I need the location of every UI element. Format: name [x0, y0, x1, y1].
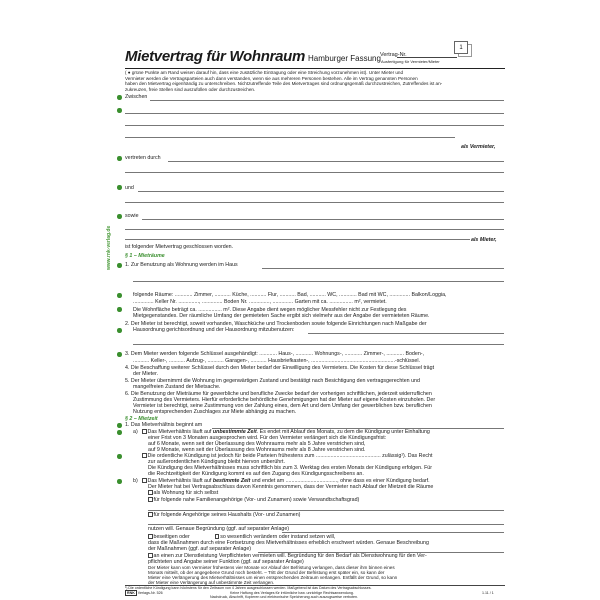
option-b-line-9: der Maßnahmen (ggf. auf separater Anlage)	[148, 546, 252, 552]
justification-field[interactable]	[282, 532, 504, 533]
remove-checkbox[interactable]	[148, 534, 153, 539]
house-address-field[interactable]	[262, 268, 504, 269]
publisher-logo: RNK	[127, 591, 135, 595]
und-label: und	[125, 185, 134, 191]
shared-facilities-line-2-field[interactable]	[133, 344, 504, 345]
household-use-text: für folgende Angehörige seines Haushalts (Vor- und Zunamen)	[153, 512, 301, 518]
fill-marker-dot	[117, 214, 122, 219]
landlord-line-4-field[interactable]	[125, 137, 455, 138]
s1-p6-line-2: Zustimmung des Vermieters. Hierfür erforderliche behördliche Genehmigungen hat der Mieter auf eigene Kosten einzuholen. Der	[133, 397, 436, 403]
fill-marker-dot	[117, 423, 122, 428]
rooms-line-1: folgende Räume: ............ Zimmer, ........... Küche, ........... Flur, ........... Bad, ........... WC, ............ Bad mit WC, .............. Balkon/Loggia,	[133, 292, 447, 298]
household-names-field[interactable]	[148, 524, 504, 525]
option-b-line-11: pflichteten und Angabe seiner Funktion (ggf. auf separater Anlage)	[148, 559, 304, 565]
fill-marker-dot	[117, 307, 122, 312]
represented-by-line-2-field[interactable]	[125, 172, 504, 173]
fill-marker-dot	[117, 430, 122, 435]
fill-marker-dot	[117, 352, 122, 357]
own-use-checkbox[interactable]	[148, 490, 153, 495]
contract-copy-note: Ausfertigung für Vermieter/Mieter	[381, 59, 440, 64]
landlord-line-3-field[interactable]	[125, 125, 504, 126]
fill-marker-dot	[117, 156, 122, 161]
footer-disclaimer-1: Keine Haftung des Verlages für irrtümliche bzw. unrichtige Rechtsanwendung.	[230, 591, 354, 595]
fill-marker-dot	[117, 479, 122, 484]
option-b-line-15: der Mieter eine Verlängerung auf unbestimmte Zeit verlangen.	[148, 580, 275, 585]
fill-marker-dot	[117, 293, 122, 298]
s1-p1-text: 1. Zur Benutzung als Wohnung werden im Haus	[125, 262, 238, 268]
tenant-name-field[interactable]	[138, 191, 504, 192]
rooms-line-2: .............. Keller Nr. .............., .............. Boden Nr. .............., .............. Garten mit ca. ................ m², vermietet.	[133, 299, 387, 305]
as-tenant-label: als Mieter,	[471, 237, 497, 243]
footer-version: 1.11 / 1	[482, 591, 494, 595]
footer-publisher	[125, 591, 163, 595]
unlimited-term-checkbox[interactable]	[142, 429, 147, 434]
s1-p6-line-4: Nutzung entsprechenden Zuschlages zur Miete abhängig zu machen.	[133, 409, 297, 415]
section-2-heading: § 2 – Mietzeit	[125, 416, 158, 422]
s1-p4-line-2: der Mieter.	[133, 371, 159, 377]
contract-number-field[interactable]	[397, 57, 457, 58]
contract-number-label: Vertrag-Nr.	[380, 52, 407, 58]
service-flat-checkbox[interactable]	[148, 553, 153, 558]
s1-p2-line-1: 2. Der Mieter ist berechtigt, soweit vorhanden, Waschküche und Trockenboden sowie folgende Einrichtungen nach Maßgabe der	[125, 321, 427, 327]
option-a-bold-text: unbestimmte Zeit	[212, 429, 257, 435]
s1-p6-line-1: 6. Die Benutzung der Mieträume für gewerbliche und berufliche Zwecke bedarf der vorherigen schriftlichen, jederzeit widerruflichen	[125, 391, 432, 397]
option-a-line-3: auf 6 Monate, wenn seit der Überlassung des Wohnraums mehr als 5 Jahre verstrichen sind,	[148, 441, 366, 447]
fill-marker-dot	[117, 263, 122, 268]
fill-marker-dot	[117, 454, 122, 459]
alter-text: so wesentlich verändern oder instand setzen will,	[220, 534, 336, 540]
family-use-text: für folgende nahe Familienangehörige (Vor- und Zunamen) sowie Verwandtschaftsgrad)	[153, 497, 360, 503]
s1-p3-line-1: 3. Dem Mieter werden folgende Schlüssel ausgehändigt: ............ Haus-, ............ Wohnungs-, ............ Zimmer-, ............ Boden-,	[125, 351, 425, 357]
intro-line-4: zukreuzen, freie Stellen sind auszufüllen oder durchzustreichen.	[125, 86, 256, 92]
s1-p5-line-1: 5. Der Mieter übernimmt die Wohnung im gegenwärtigen Zustand und bestätigt nach Besichtigung den vertragsgerechten und	[125, 378, 420, 384]
option-b-text: Das Mietverhältnis läuft auf	[147, 478, 212, 484]
as-landlord-label: als Vermieter,	[461, 144, 496, 150]
s1-p4-line-1: 4. Die Beschaffung weiterer Schlüssel durch den Mieter bedarf der Einwilligung des Vermieters. Die Kosten für diese Schlüssel trägt	[125, 365, 435, 371]
option-a-line-8: die Rechtzeitigkeit der Kündigung kommt es auf den Zugang des Kündigungsschreibens an.	[148, 471, 364, 477]
landlord-line-2-field[interactable]	[125, 113, 504, 114]
shared-facilities-field[interactable]	[308, 333, 504, 334]
option-b-household	[148, 512, 300, 518]
s1-p6-line-3: Vermieter ist berechtigt, seine Zustimmung von der Zahlung eines, dem Art und dem Umfang der gewerblichen bzw. beruflichen	[133, 403, 432, 409]
household-use-checkbox[interactable]	[148, 512, 153, 517]
living-area-line-1: Die Wohnfläche beträgt ca. ................ m². Diese Angabe dient wegen möglicher Messfehler nicht zur Festlegung des	[133, 307, 407, 313]
option-a-label: a)	[133, 429, 138, 435]
option-b-line-12: Der Mieter kann vom Vermieter frühestens vier Monate vor Ablauf der Befristung verlangen, dass dieser ihm binnen eines	[148, 565, 395, 570]
service-flat-text: an einen zur Dienstleistung Verpflichteten vermieten will. Begründung für den Bedarf als Dienstwohnung für den Ver-	[153, 553, 427, 559]
intro-line-1: ( ● grüne Punkte am Rand weisen darauf hin, dass eine zusätzliche Eintragung oder eine Streichung vorzunehmen ist). Unter Mieter und	[125, 70, 404, 75]
fill-marker-dot	[117, 95, 122, 100]
s1-p5-line-2: mangelfreien Zustand der Mietsache.	[133, 384, 221, 390]
section-1-heading: § 1 – Mieträume	[125, 253, 165, 259]
page-number-box: 1	[454, 41, 468, 54]
cotenant-line-2-field[interactable]	[125, 229, 504, 230]
option-a-line-4: auf 9 Monate, wenn seit der Überlassung des Wohnraums mehr als 8 Jahre verstrichen sind.	[148, 447, 366, 453]
s2-p1-text: 1. Das Mietverhältnis beginnt am	[125, 422, 203, 428]
publisher-number: Verlags-Nr. 526	[137, 591, 163, 595]
option-a-line-7: Die Kündigung des Mietverhältnisses muss schriftlich bis zum 3. Werktag des ersten Monats der Kündigung erfolgen. Für	[148, 465, 433, 471]
document-subtitle: Hamburger Fassung	[308, 54, 381, 63]
living-area-line-2: Mietgegenstandes. Der räumliche Umfang der gemieteten Sache ergibt sich vielmehr aus der Angabe der vermieteten Räume.	[133, 313, 430, 319]
s1-p3-line-2: ........... Keller-, ........... Aufzug-, ........... Garagen-, ........... Hausbriefkasten-, .........................................................-schlüssel.	[133, 358, 421, 364]
landlord-name-field[interactable]	[150, 100, 504, 101]
option-a-line-6: zur außerordentlichen Kündigung bleibt hiervon unberührt.	[148, 459, 285, 465]
footnote-text: ¹) Die ordentliche Kündigung kann höchstens für den Zeitraum von 4 Jahren ausgeschlossen werden. Maßgebend ist das Datum des Vertragsabschlusses.	[125, 586, 372, 590]
option-a-min-term-text: Die ordentliche Kündigung ist jedoch für beide Parteien frühestens zum ............................................ zulässig¹). Das Recht	[147, 453, 433, 459]
option-b-line-8: dass die Maßnahmen durch eine Fortsetzung des Mietverhältnisses erheblich erschwert würden. Genaue Beschreibung	[148, 540, 429, 546]
zwischen-label: Zwischen	[125, 94, 148, 100]
represented-by-field[interactable]	[168, 161, 504, 162]
document-title: Mietvertrag für Wohnraum	[125, 48, 306, 65]
alter-checkbox[interactable]	[215, 534, 220, 539]
header	[125, 48, 505, 70]
option-b-family	[148, 497, 359, 503]
family-use-checkbox[interactable]	[148, 497, 153, 502]
option-b-bold-text: bestimmte Zeit	[212, 478, 251, 484]
cotenant-line-3-field[interactable]	[125, 239, 470, 240]
option-a-rest-text: . Es endet mit Ablauf des Monats, zu dem die Kündigung unter Einhaltung	[256, 429, 430, 435]
title-rule	[125, 68, 505, 69]
option-a-line-2: einer Frist von 3 Monaten ausgesprochen wird. Für den Vermieter verlängert sich die Kündigungsfrist:	[148, 435, 387, 441]
fill-marker-dot	[117, 185, 122, 190]
option-b-line-14: Mieter eine Verlängerung des Mietverhältnisses um einen entsprechenden Zeitraum verlangen. Entfällt der Grund, so kann	[148, 575, 398, 580]
cotenant-name-field[interactable]	[142, 219, 504, 220]
footer-disclaimer-2: Nachdruck, Abschrift, Kopieren und elektronische Speicherung auch auszugsweise verboten.	[210, 595, 359, 599]
fixed-term-checkbox[interactable]	[142, 478, 147, 483]
option-a-text: Das Mietverhältnis läuft auf	[147, 429, 212, 435]
option-b-line-2: Der Mieter hat bei Vertragsabschluss davon Kenntnis genommen, dass der Vermieter nach Ablauf der Mietzeit die Räume	[148, 484, 434, 490]
option-b-label: b)	[133, 478, 138, 484]
intro-line-3: haben den Mietvertrag eigenhändig zu unterschreiben. Nichtzutreffende Teile des Mietvertrages sind ordnungsgemäß durchzustreichen, Zutreffendes ist an-	[125, 81, 443, 86]
publisher-website-side-text: www.rnk-verlag.de	[106, 225, 112, 270]
option-b-line-13: Monats mitteilt, ob der angegebene Grund noch besteht. – Tritt der Grund der Befristung erst später ein, so kann der	[148, 570, 385, 575]
option-b-justification: nutzen will. Genaue Begründung (ggf. auf separater Anlage)	[148, 526, 290, 532]
own-use-text: als Wohnung für sich selbst	[153, 490, 219, 496]
represented-by-label: vertreten durch	[125, 155, 161, 161]
family-names-field[interactable]	[148, 510, 504, 511]
option-b-own-use	[148, 490, 218, 496]
option-b-rest-text: und endet am ..................................., ohne dass es einer Kündigung bedarf.	[251, 478, 430, 484]
sowie-label: sowie	[125, 213, 139, 219]
fill-marker-dot	[117, 108, 122, 113]
s1-p2-line-2: Hausordnung gerichtsordnung und der Hausordnung mitzubenutzen:	[133, 327, 295, 333]
min-term-checkbox[interactable]	[142, 453, 147, 458]
house-address-line-2-field[interactable]	[133, 281, 504, 282]
tenant-line-2-field[interactable]	[125, 202, 504, 203]
intro-line-2: Vermieter werden die Vertragsparteien auch dann verstanden, wenn sie aus mehreren Personen bestehen. Alle im Vertrag genannten Personen	[125, 75, 418, 81]
contract-concluded-text: ist folgender Mietvertrag geschlossen worden.	[125, 244, 234, 250]
fill-marker-dot	[117, 328, 122, 333]
remove-text: beseitigen oder	[153, 534, 190, 540]
